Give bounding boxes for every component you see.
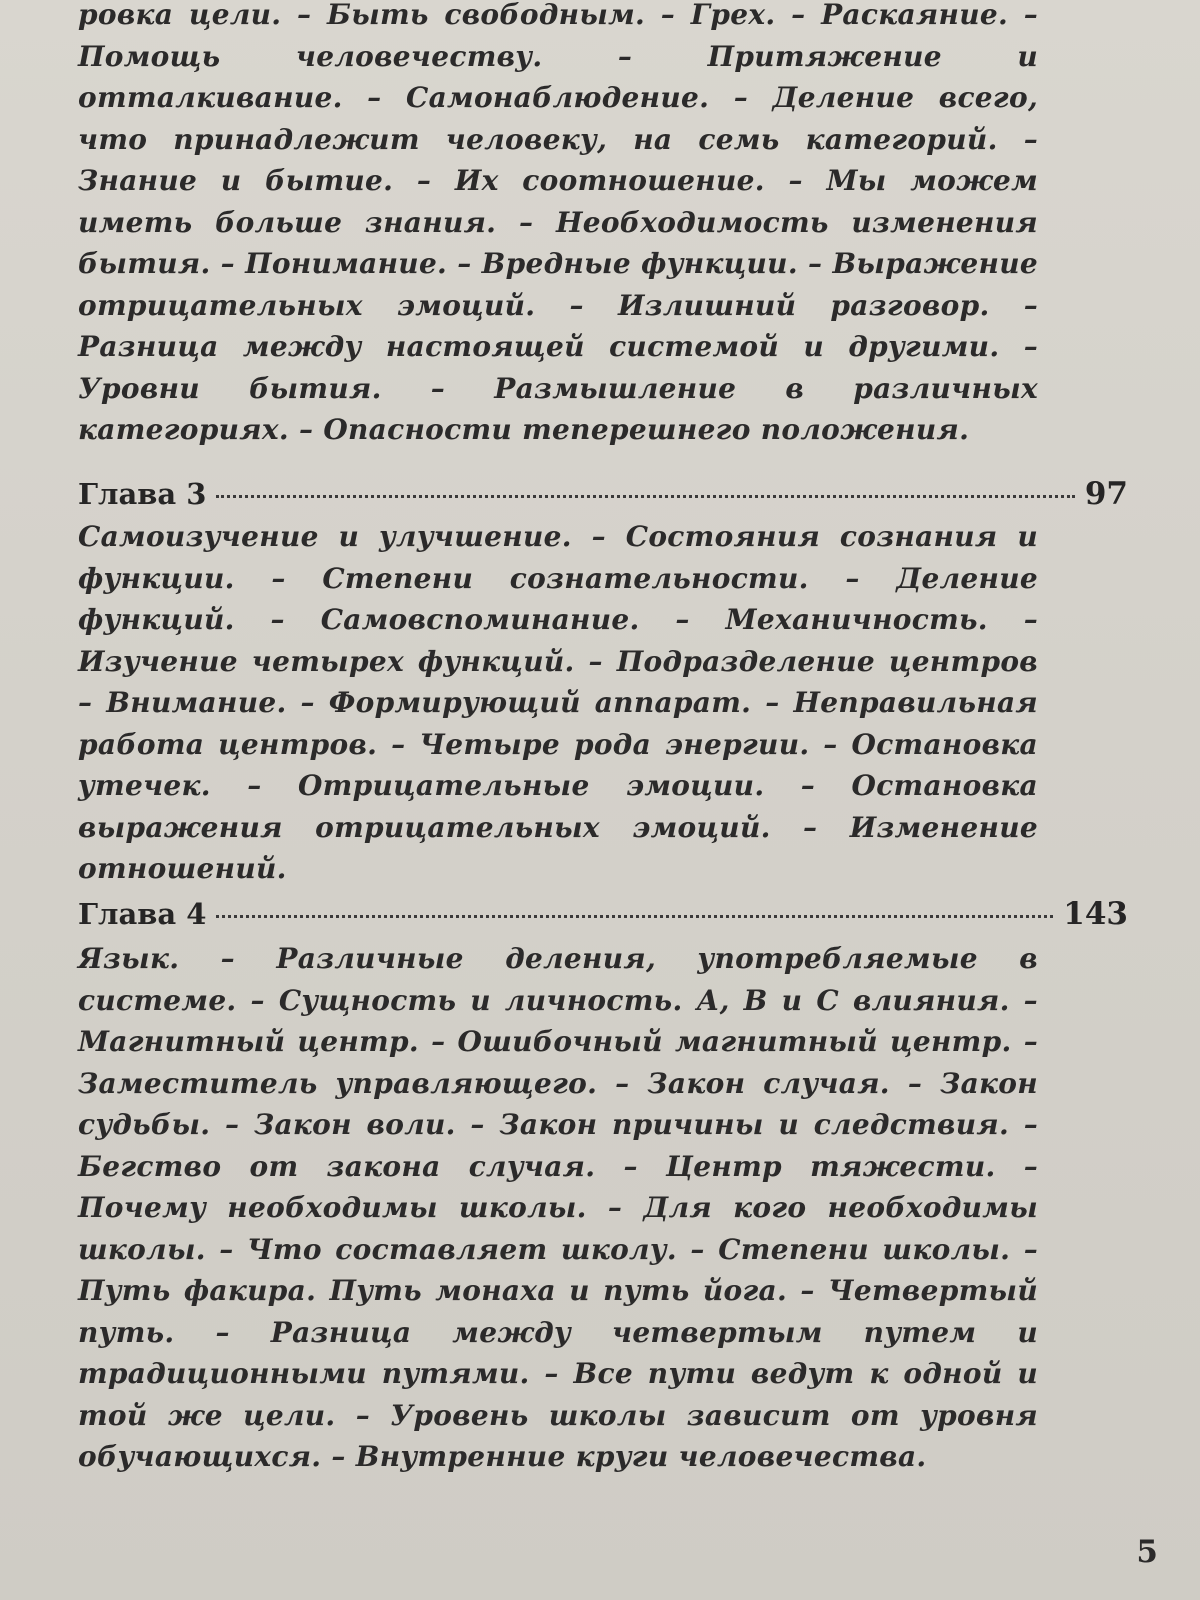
- chapter-3-heading: [78, 476, 1128, 512]
- chapter-4-heading: [78, 896, 1128, 932]
- chapter-4-description: Язык. – Различные деления, употребляемые в системе. – Сущность и личность. А, В и С влияния. – Магнитный центр. – Ошибочный магнитный центр. – Заместитель управляющего. – Закон случая. – Закон судьбы. – Закон воли. – Закон причины и следствия. – Бегство от закона случая. – Центр тяжести. – Почему необходимы школы. – Для кого необходимы школы. – Что составляет школу. – Степени школы. – Путь факира. Путь монаха и путь йога. – Четвертый путь. – Разница между четвертым путем и традиционными путями. – Все пути ведут к одной и той же цели. – Уровень школы зависит от уровня обучающихся. – Внутренние круги человечества.: [78, 942, 1038, 1473]
- page-number: 5: [1136, 1534, 1158, 1570]
- chapter-4-title: Глава 4: [78, 897, 207, 931]
- chapter-4-page: 143: [1063, 896, 1128, 932]
- chapter-3-page: 97: [1084, 476, 1128, 512]
- chapter-3-title: Глава 3: [78, 477, 207, 511]
- chapter-3-description: Самоизучение и улучшение. – Состояния сознания и функции. – Степени сознательности. – Деление функций. – Самовспоминание. – Механичность. – Изучение четырех функций. – Подразделение центров – Внимание. – Формирующий аппарат. – Неправильная работа центров. – Четыре рода энергии. – Остановка утечек. – Отрицательные эмоции. – Остановка выражения отрицательных эмоций. – Изменение отношений.: [78, 520, 1038, 885]
- dot-leader: [216, 495, 1074, 498]
- dot-leader: [216, 915, 1053, 918]
- chapter-2-description-continued: ровка цели. – Быть свободным. – Грех. – Раскаяние. – Помощь человечеству. – Притяжение и отталкивание. – Самонаблюдение. – Деление всего, что принадлежит человеку, на семь категорий. – Знание и бытие. – Их соотношение. – Мы можем иметь больше знания. – Необходимость изменения бытия. – Понимание. – Вредные функции. – Выражение отрицательных эмоций. – Излишний разговор. – Разница между настоящей системой и другими. – Уровни бытия. – Размышление в различных категориях. – Опасности теперешнего положения.: [78, 0, 1038, 446]
